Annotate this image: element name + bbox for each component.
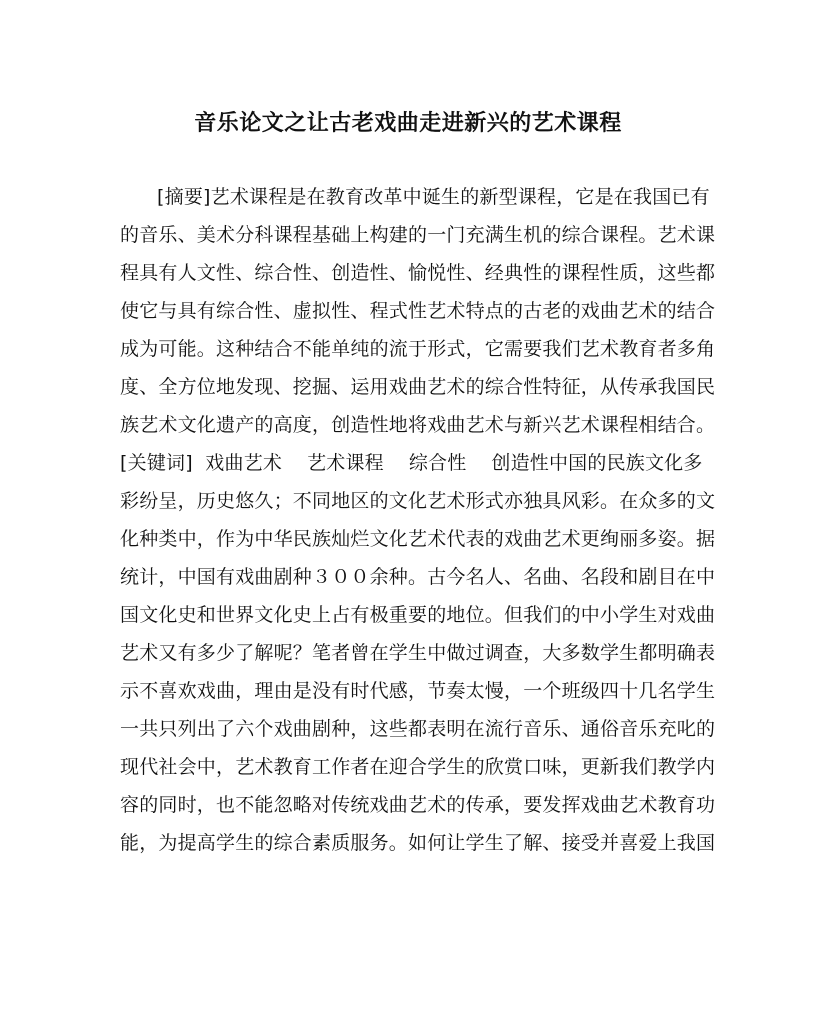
body-line: 艺术又有多少了解呢？笔者曾在学生中做过调查，大多数学生都明确表 <box>120 642 716 664</box>
body-line: 示不喜欢戏曲，理由是没有时代感，节奏太慢，一个班级四十几名学生 <box>120 680 716 702</box>
body-line: 能，为提高学生的综合素质服务。如何让学生了解、接受并喜爱上我国 <box>120 832 716 854</box>
body-line: 彩纷呈，历史悠久；不同地区的文化艺术形式亦独具风彩。在众多的文 <box>120 490 716 512</box>
keywords-line: [关键词] 戏曲艺术 艺术课程 综合性 创造性中国的民族文化多 <box>120 452 703 474</box>
body-line: 度、全方位地发现、挖掘、运用戏曲艺术的综合性特征，从传承我国民 <box>120 376 716 398</box>
document-title: 音乐论文之让古老戏曲走进新兴的艺术课程 <box>194 110 622 136</box>
body-line: 现代社会中，艺术教育工作者在迎合学生的欣赏口味，更新我们教学内 <box>120 756 716 778</box>
body-line: 使它与具有综合性、虚拟性、程式性艺术特点的古老的戏曲艺术的结合 <box>120 300 716 322</box>
body-line: 容的同时，也不能忽略对传统戏曲艺术的传承，要发挥戏曲艺术教育功 <box>120 794 716 816</box>
body-line: 一共只列出了六个戏曲剧种，这些都表明在流行音乐、通俗音乐充叱的 <box>120 718 716 740</box>
body-line: 成为可能。这种结合不能单纯的流于形式，它需要我们艺术教育者多角 <box>120 338 716 360</box>
body-line: 程具有人文性、综合性、创造性、愉悦性、经典性的课程性质，这些都 <box>120 262 716 284</box>
body-line: [摘要]艺术课程是在教育改革中诞生的新型课程，它是在我国已有 <box>157 186 710 208</box>
body-line: 的音乐、美术分科课程基础上构建的一门充满生机的综合课程。艺术课 <box>120 224 716 246</box>
body-line: 族艺术文化遗产的高度，创造性地将戏曲艺术与新兴艺术课程相结合。 <box>120 414 716 436</box>
body-line: 统计，中国有戏曲剧种３００余种。古今名人、名曲、名段和剧目在中 <box>120 566 716 588</box>
body-line: 国文化史和世界文化史上占有极重要的地位。但我们的中小学生对戏曲 <box>120 604 716 626</box>
body-line: 化种类中，作为中华民族灿烂文化艺术代表的戏曲艺术更绚丽多姿。据 <box>120 528 716 550</box>
